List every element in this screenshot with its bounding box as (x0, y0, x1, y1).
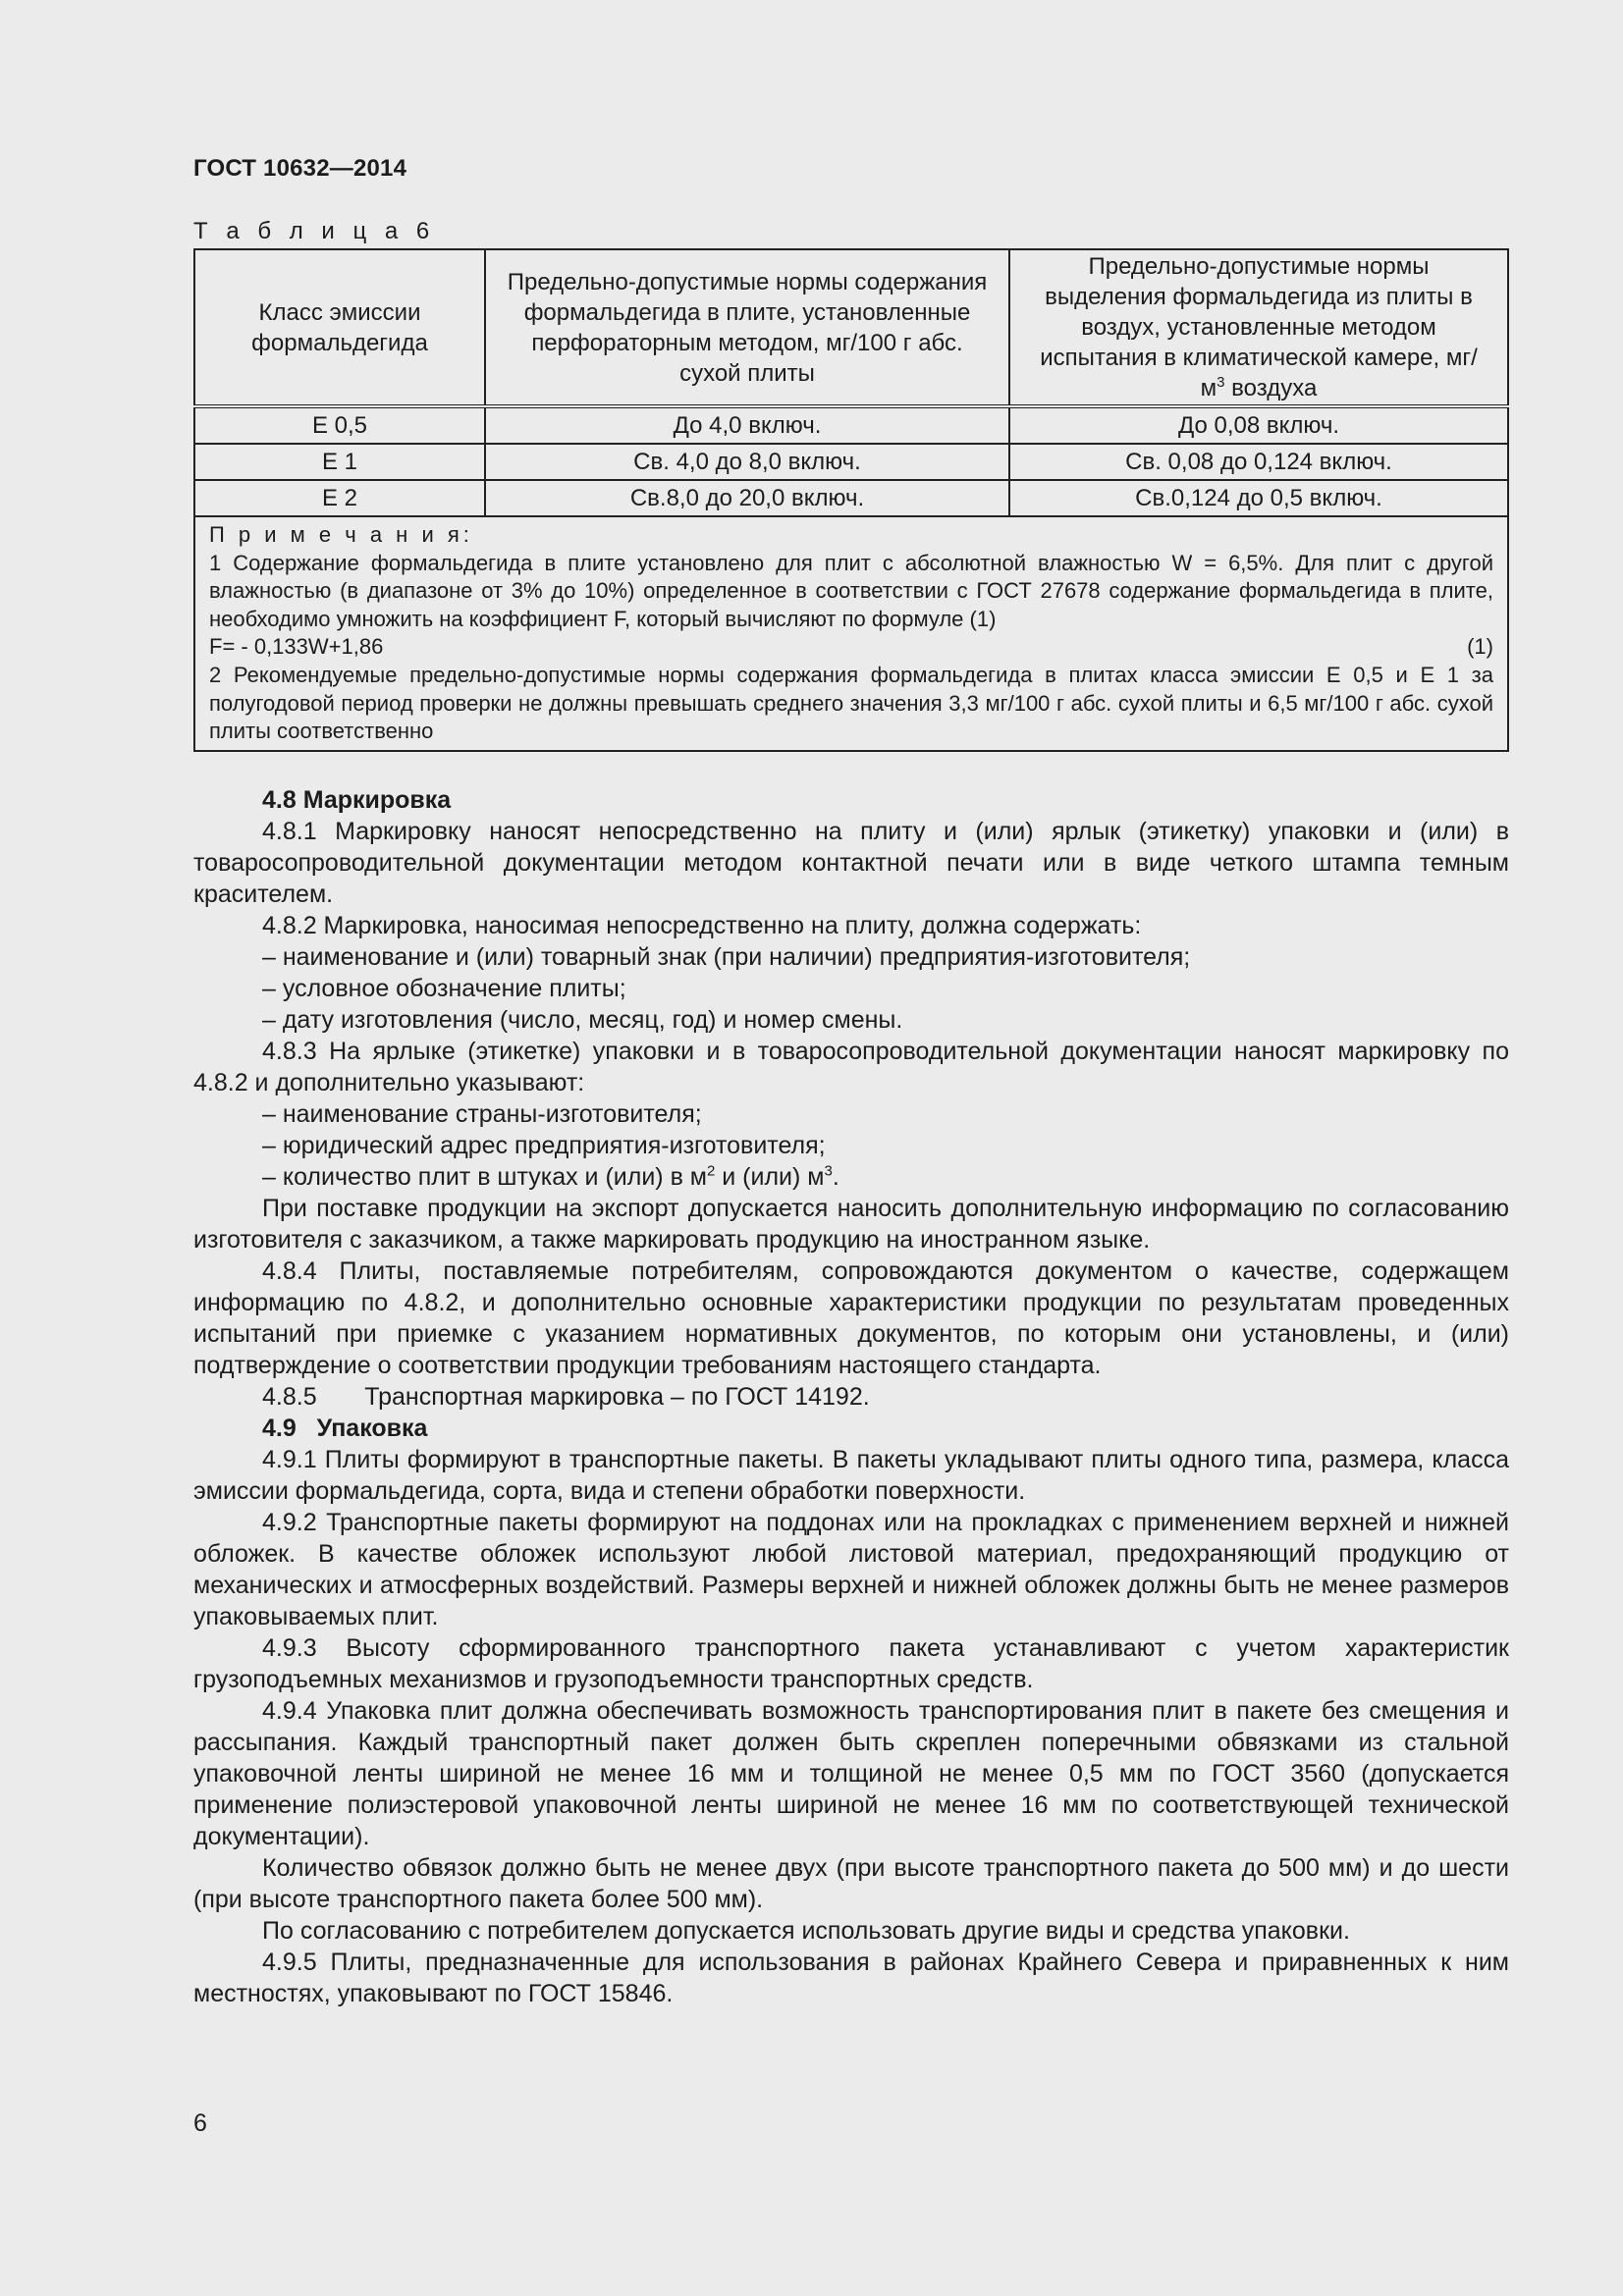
formula: F= - 0,133W+1,86 (209, 634, 384, 659)
list-item: – дату изготовления (число, месяц, год) и номер смены. (262, 1006, 903, 1034)
table-cell: Св. 4,0 до 8,0 включ. (485, 444, 1009, 480)
table-cell: Св. 0,08 до 0,124 включ. (1009, 444, 1508, 480)
list-item-text: . (832, 1163, 839, 1191)
table-cell: Е 1 (194, 444, 485, 480)
table-cell: Св.0,124 до 0,5 включ. (1009, 480, 1508, 516)
page-number: 6 (193, 2109, 207, 2137)
note-1: 1 Содержание формальдегида в плите установлено для плит с абсолютной влажностью W = 6,5%. Для плит с другой влажностью (в диапазоне от 3% до 10%) определенное в соответствии с ГОСТ 27678 содержание формальдегида в плите, необходимо умножить на коэффициент F, который вычисляют по формуле (1) (209, 550, 1493, 631)
column-header-chamber-sup: 3 (1217, 374, 1225, 391)
paragraph-4-9-4: 4.9.4 Упаковка плит должна обеспечивать возможность транспортирования плит в пакете без смещения и рассыпания. Каждый транспортный пакет должен быть скреплен поперечными обвязками из стальной упаковочной ленты шириной не менее 16 мм и толщиной не менее 0,5 мм по ГОСТ 3560 (допускается применение полиэстеровой упаковочной ленты шириной не менее 16 мм по соответствующей технической документации). (193, 1697, 1509, 1850)
page-header: ГОСТ 10632—2014 (193, 155, 407, 182)
superscript: 3 (824, 1162, 833, 1180)
paragraph-4-8-4: 4.8.4 Плиты, поставляемые потребителям, сопровождаются документом о качестве, содержащем информацию по 4.8.2, и дополнительно основные характеристики продукции по результатам проведенных испытаний при приемке с указанием нормативных документов, по которым они установлены, и (или) подтверждение о соответствии продукции требованиям настоящего стандарта. (193, 1257, 1509, 1379)
paragraph-packaging-agreement: По согласованию с потребителем допускается использовать другие виды и средства упаковки. (262, 1917, 1350, 1945)
section-heading-packaging: 4.9 Упаковка (262, 1415, 428, 1442)
table-header-row (194, 249, 1508, 406)
list-item: – условное обозначение плиты; (262, 975, 626, 1002)
formula-number: (1) (1467, 634, 1493, 659)
note-2: 2 Рекомендуемые предельно-допустимые нормы содержания формальдегида в плитах класса эмиссии Е 0,5 и Е 1 за полугодовой период проверки не должны превышать среднего значения 3,3 мг/100 г абс. сухой плиты и 6,5 мг/100 г абс. сухой плиты соответственно (209, 663, 1493, 743)
notes-title: П р и м е ч а н и я: (209, 522, 473, 547)
column-header-class: Класс эмиссии формальдегида (194, 249, 485, 406)
paragraph-strap-count: Количество обвязок должно быть не менее двух (при высоте транспортного пакета до 500 мм) и до шести (при высоте транспортного пакета более 500 мм). (193, 1854, 1509, 1913)
table-row (194, 406, 1508, 444)
table-cell: Е 2 (194, 480, 485, 516)
paragraph-4-9-3: 4.9.3 Высоту сформированного транспортного пакета устанавливают с учетом характеристик грузоподъемных механизмов и грузоподъемности транспортных средств. (193, 1634, 1509, 1693)
paragraph-4-9-2: 4.9.2 Транспортные пакеты формируют на поддонах или на прокладках с применением верхней и нижней обложек. В качестве обложек используют любой листовой материал, предохраняющий продукцию от механических и атмосферных воздействий. Размеры верхней и нижней обложек должны быть не менее размеров упаковываемых плит. (193, 1509, 1509, 1630)
paragraph-4-8-3: 4.8.3 На ярлыке (этикетке) упаковки и в товаросопроводительной документации наносят маркировку по 4.8.2 и дополнительно указывают: (193, 1038, 1509, 1096)
list-item-text: и (или) м (715, 1163, 825, 1191)
paragraph-4-9-5: 4.9.5 Плиты, предназначенные для использования в районах Крайнего Севера и приравненных к ним местностях, упаковывают по ГОСТ 15846. (193, 1949, 1509, 2007)
table-notes (194, 516, 1508, 751)
table-cell: Е 0,5 (194, 406, 485, 444)
paragraph-4-8-2: 4.8.2 Маркировка, наносимая непосредственно на плиту, должна содержать: (262, 912, 1142, 939)
body-text (193, 784, 1509, 2009)
column-header-chamber (1009, 249, 1508, 406)
paragraph-export: При поставке продукции на экспорт допускается наносить дополнительную информацию по согласованию изготовителя с заказчиком, а также маркировать продукцию на иностранном языке. (193, 1195, 1509, 1254)
table-cell: До 0,08 включ. (1009, 406, 1508, 444)
section-heading-marking: 4.8 Маркировка (262, 786, 452, 814)
table-row (194, 444, 1508, 480)
paragraph-4-9-1: 4.9.1 Плиты формируют в транспортные пакеты. В пакеты укладывают плиты одного типа, размера, класса эмиссии формальдегида, сорта, вида и степени обработки поверхности. (193, 1446, 1509, 1505)
table-caption: Т а б л и ц а 6 (193, 218, 436, 244)
list-item-text: – количество плит в штуках и (или) в м (262, 1163, 707, 1191)
list-item: – юридический адрес предприятия-изготовителя; (262, 1132, 826, 1159)
list-item: – наименование и (или) товарный знак (при наличии) предприятия-изготовителя; (262, 943, 1191, 971)
column-header-perforator: Предельно-допустимые нормы содержания формальдегида в плите, установленные перфораторным методом, мг/100 г абс. сухой плиты (485, 249, 1009, 406)
list-item: – наименование страны-изготовителя; (262, 1100, 702, 1128)
paragraph-4-8-1: 4.8.1 Маркировку наносят непосредственно на плиту и (или) ярлык (этикетку) упаковки и (или) в товаросопроводительной документации методом контактной печати или в виде четкого штампа темным красителем. (193, 818, 1509, 908)
superscript: 2 (706, 1162, 716, 1180)
column-header-chamber-tail: воздуха (1224, 375, 1318, 401)
table-row (194, 480, 1508, 516)
paragraph-4-8-5: 4.8.5 Транспортная маркировка – по ГОСТ 14192. (262, 1383, 870, 1411)
list-item (193, 1161, 1509, 1193)
table-notes-row (194, 516, 1508, 751)
formaldehyde-norms-table (193, 248, 1509, 752)
column-header-chamber-text: Предельно-допустимые нормы выделения формальдегида из плиты в воздух, установленные методом испытания в климатической камере, мг/м (1040, 253, 1478, 401)
table-cell: Св.8,0 до 20,0 включ. (485, 480, 1009, 516)
table-cell: До 4,0 включ. (485, 406, 1009, 444)
formula-line (209, 633, 1493, 662)
